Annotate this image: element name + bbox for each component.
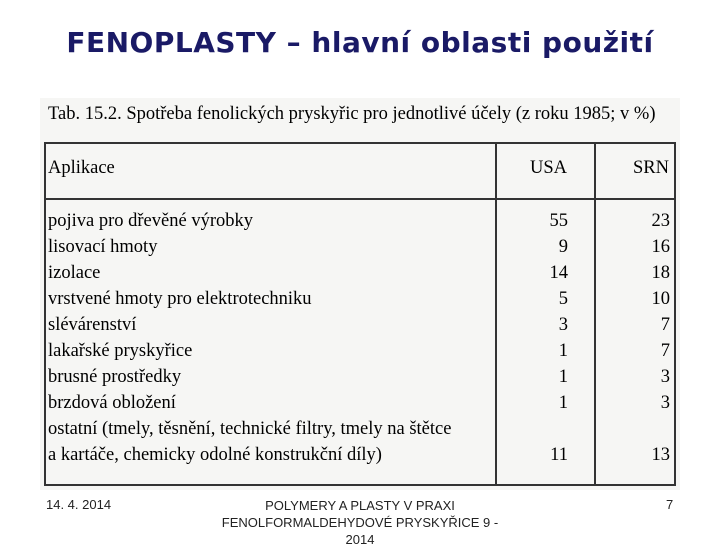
table-row [48, 416, 673, 468]
row-application: vrstvené hmoty pro elektrotechniku [48, 289, 312, 309]
row-usa-value: 5 [558, 289, 568, 309]
row-usa-value: 3 [558, 315, 568, 335]
table-row [48, 312, 673, 338]
row-application: lisovací hmoty [48, 237, 158, 257]
column-header-application: Aplikace [48, 158, 115, 178]
row-srn-value: 16 [651, 237, 670, 257]
row-application: lakařské pryskyřice [48, 341, 193, 361]
table-row [48, 234, 673, 260]
column-header-usa: USA [530, 158, 568, 178]
row-application: izolace [48, 263, 101, 283]
row-application [48, 416, 451, 468]
row-srn-value: 7 [660, 315, 670, 335]
row-application: slévárenství [48, 315, 137, 335]
table-caption: Tab. 15.2. Spotřeba fenolických pryskyřic pro jednotlivé účely (z roku 1985; v %) [48, 104, 656, 124]
row-usa-value: 1 [558, 341, 568, 361]
row-application-line2: a kartáče, chemicky odolné konstrukční díly) [48, 445, 382, 465]
table-rule-header [44, 198, 676, 200]
row-application: pojiva pro dřevěné výrobky [48, 211, 253, 231]
table-body [48, 208, 673, 468]
footer-date: 14. 4. 2014 [46, 497, 112, 512]
footer-page-number: 7 [666, 497, 674, 512]
footer-center-text: POLYMERY A PLASTY V PRAXI FENOLFORMALDEHYDOVÉ PRYSKYŘICE 9 - 2014 [221, 498, 499, 547]
scanned-table [40, 98, 680, 490]
row-usa-value: 11 [550, 445, 568, 465]
table-row [48, 208, 673, 234]
row-usa-value: 55 [549, 211, 568, 231]
table-rule-right [674, 142, 676, 484]
row-srn-value: 7 [660, 341, 670, 361]
table-row [48, 286, 673, 312]
table-row [48, 338, 673, 364]
table-rule-bottom [44, 484, 676, 486]
row-application: brzdová obložení [48, 393, 176, 413]
row-application-line1: ostatní (tmely, těsnění, technické filtry, tmely na štětce [48, 419, 452, 439]
row-srn-value: 18 [651, 263, 670, 283]
row-usa-value: 1 [558, 393, 568, 413]
row-srn-value: 3 [660, 393, 670, 413]
row-application: brusné prostředky [48, 367, 182, 387]
row-srn-value: 10 [651, 289, 670, 309]
row-usa-value: 9 [558, 237, 568, 257]
table-rule-left [44, 142, 46, 484]
column-header-srn: SRN [633, 158, 669, 178]
row-usa-value: 1 [558, 367, 568, 387]
row-usa-value: 14 [549, 263, 568, 283]
row-srn-value: 13 [651, 445, 670, 465]
table-row [48, 260, 673, 286]
table-row [48, 364, 673, 390]
row-srn-value: 23 [651, 211, 670, 231]
table-row [48, 390, 673, 416]
slide-title: FENOPLASTY – hlavní oblasti použití [66, 26, 654, 59]
table-rule-top [44, 142, 676, 144]
row-srn-value: 3 [660, 367, 670, 387]
